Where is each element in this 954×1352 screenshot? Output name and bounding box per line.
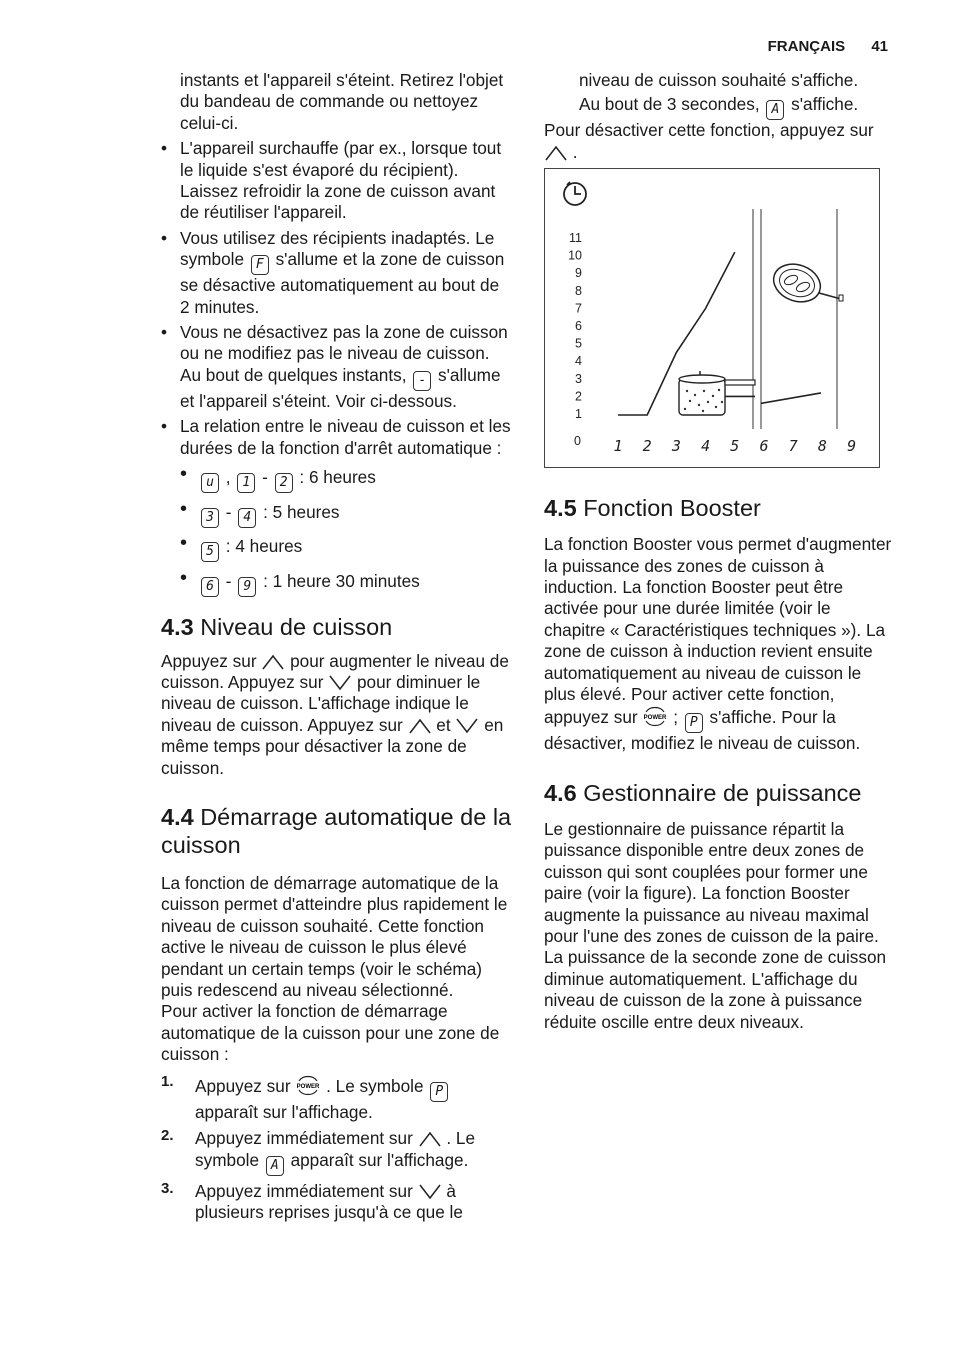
down-arrow-icon [455, 717, 479, 735]
list-item: • 3 - 4 : 5 heures [180, 502, 513, 528]
symbol-9: 9 [238, 577, 256, 597]
intro-continuation: instants et l'appareil s'éteint. Retirez l'objet du bandeau de commande ou nettoyez celui-ci. [180, 70, 504, 133]
power-icon [642, 705, 668, 727]
list-item [161, 1128, 513, 1175]
section-title: Niveau de cuisson [200, 613, 393, 640]
y-tick-label: 11 [569, 231, 582, 246]
text: Appuyez immédiatement sur [195, 1128, 413, 1149]
section-number: 4.5 [544, 495, 577, 522]
x-tick-label: 5 [730, 437, 740, 456]
text: apparaît sur l'affichage. [290, 1149, 469, 1170]
section-title: Gestionnaire de puissance [583, 779, 862, 806]
y-tick-label: 2 [575, 389, 582, 404]
symbol-f: F [251, 255, 269, 275]
symbol-p: P [685, 713, 703, 733]
section-4-4-text: La fonction de démarrage automatique de la cuisson permet d'atteindre plus rapidement le niveau de cuisson souhaité. Cette fonction active le niveau de cuisson le plus élevé pendant un certain temps (voir le schéma) puis redescend au niveau sélectionné. [161, 873, 508, 1001]
text: en même temps pour désactiver la zone de cuisson. [161, 714, 504, 778]
text: et [436, 714, 451, 735]
list-item [161, 322, 513, 412]
text: ; [673, 707, 678, 728]
continuation-text [544, 120, 892, 163]
text: s'affiche. Pour la désactiver, modifiez le niveau de cuisson. [544, 707, 861, 754]
list-item [161, 228, 513, 318]
symbol-a: A [766, 100, 784, 120]
section-4-6-heading [544, 779, 892, 807]
x-axis-ticks [613, 437, 856, 455]
text: Appuyez sur [161, 650, 257, 671]
bullet-text: La relation entre le niveau de cuisson et les durées de la fonction d'arrêt automatique : [180, 416, 511, 458]
y-tick-label: 9 [575, 266, 582, 281]
causes-list [161, 138, 513, 459]
up-arrow-icon [544, 144, 568, 162]
power-icon [295, 1074, 321, 1096]
symbol-u: u [201, 473, 219, 493]
text: niveau de cuisson souhaité s'affiche. [579, 70, 859, 90]
x-tick-label: 2 [642, 437, 652, 456]
step-number: 3. [161, 1179, 174, 1197]
y-tick-label: 10 [568, 248, 582, 263]
y-tick-label: 5 [575, 336, 582, 351]
text: Appuyez immédiatement sur [195, 1180, 413, 1201]
list-item [180, 536, 513, 562]
up-arrow-icon [408, 717, 432, 735]
up-arrow-icon [261, 653, 285, 671]
duration-text: : 5 heures [263, 501, 340, 522]
text: La fonction Booster vous permet d'augmenter la puissance des zones de cuisson à induction. La fonction Booster peut être activée pour une durée limitée (voir le chapitre « Caractéristiques techniques »). La zone de cuisson à induction revient ensuite automatiquement au niveau de cuisson le plus élevé. Pour activer cette fonction, appuyez sur [544, 534, 892, 728]
auto-heatup-chart [545, 169, 879, 467]
y-axis-ticks [568, 231, 582, 448]
symbol-3: 3 [201, 508, 219, 528]
header-language: FRANÇAIS [767, 38, 846, 55]
section-number: 4.6 [544, 779, 577, 806]
bullet-text: Vous utilisez des récipients inadaptés. Le symbole [180, 227, 495, 270]
list-item: • 6 - 9 : 1 heure 30 minutes [180, 571, 513, 597]
symbol-a: A [266, 1156, 284, 1176]
x-tick-label: 1 [613, 437, 623, 456]
x-tick-label: 3 [671, 437, 681, 456]
bullet-text: s'allume et l'appareil s'éteint. Voir ci-dessous. [180, 364, 501, 411]
pot-icon [679, 371, 755, 415]
page-number: 41 [871, 38, 888, 55]
section-4-5-text [544, 534, 892, 755]
bullet-text: Vous ne désactivez pas la zone de cuisson ou ne modifiez pas le niveau de cuisson. Au bout de quelques instants, [180, 322, 508, 385]
x-tick-label: 6 [759, 437, 769, 456]
duration-text: : 6 heures [299, 467, 376, 488]
step-number: 2. [161, 1127, 174, 1145]
text: pour diminuer le niveau de cuisson. L'affichage indique le niveau de cuisson. Appuyez sur [161, 672, 481, 735]
section-title: Fonction Booster [583, 495, 761, 522]
symbol-p: P [430, 1082, 448, 1102]
section-4-4-text-2: Pour activer la fonction de démarrage automatique de la cuisson pour une zone de cuisson : [161, 1001, 500, 1065]
section-4-3-heading [161, 613, 513, 641]
continuation-text [544, 94, 892, 120]
down-arrow-icon [328, 674, 352, 692]
y-tick-label: 0 [574, 434, 581, 449]
x-tick-label: 8 [817, 437, 827, 456]
list-item: • u , 1 - 2 : 6 heures [180, 467, 513, 493]
symbol-5: 5 [201, 542, 219, 562]
text: pour augmenter le niveau de cuisson. Appuyez sur [161, 650, 509, 692]
right-column [544, 70, 892, 1033]
list-item [161, 416, 513, 459]
y-tick-label: 7 [575, 301, 582, 316]
text: s'affiche. [791, 94, 859, 115]
page-header [768, 38, 888, 55]
bullet-text: L'appareil surchauffe (par ex., lorsque tout le liquide s'est évaporé du récipient). Laissez refroidir la zone de cuisson avant de réutiliser l'appareil. [180, 138, 502, 223]
symbol-1: 1 [237, 473, 255, 493]
y-tick-label: 1 [575, 407, 582, 422]
y-tick-label: 3 [575, 372, 582, 387]
symbol-6: 6 [201, 577, 219, 597]
symbol-4: 4 [238, 508, 256, 528]
down-arrow-icon [418, 1183, 442, 1201]
series-line [761, 393, 821, 404]
left-column [161, 70, 513, 1228]
text: à plusieurs reprises jusqu'à ce que le [195, 1180, 463, 1222]
text: . Le symbole [195, 1128, 476, 1170]
auto-heatup-figure [544, 168, 880, 468]
section-number: 4.4 [161, 804, 194, 831]
section-number: 4.3 [161, 613, 194, 640]
text: Au bout de 3 secondes, [579, 94, 760, 115]
x-tick-label: 4 [701, 437, 711, 456]
svg-text:POWER: POWER [644, 715, 667, 722]
duration-text: : 1 heure 30 minutes [263, 570, 420, 591]
x-tick-label: 9 [847, 437, 857, 456]
clock-icon [564, 182, 586, 205]
symbol-dash: - [413, 371, 431, 391]
section-4-4-heading [161, 803, 513, 859]
section-4-5-heading [544, 494, 892, 522]
x-tick-label: 7 [788, 437, 798, 456]
continuation-text [544, 70, 892, 91]
section-4-6-text: Le gestionnaire de puissance répartit la puissance disponible entre deux zones de cuisson qui sont couplées pour former une paire (voir la figure). La fonction Booster augmente la puissance au niveau maximal pour l'une des zones de cuisson de la paire. La puissance de la seconde zone de cuisson diminue automatiquement. L'affichage du niveau de cuisson de la zone à puissance réduite oscille entre deux niveaux. [544, 818, 887, 1032]
step-number: 1. [161, 1072, 174, 1090]
pan-icon [768, 258, 843, 308]
symbol-2: 2 [275, 473, 293, 493]
text: Appuyez sur [195, 1075, 291, 1096]
y-tick-label: 4 [575, 354, 582, 369]
bullet-text: s'allume et la zone de cuisson se désactive automatiquement au bout de 2 minutes. [180, 249, 505, 317]
steps-list [161, 1074, 513, 1224]
svg-text:POWER: POWER [296, 1083, 320, 1090]
duration-text: : 4 heures [225, 536, 303, 557]
list-item [161, 1074, 513, 1123]
y-tick-label: 8 [575, 284, 582, 299]
y-tick-label: 6 [575, 319, 582, 334]
text: Pour désactiver cette fonction, appuyez sur [544, 120, 874, 141]
text: . [572, 141, 578, 162]
list-item [161, 138, 513, 224]
list-item [161, 1181, 513, 1224]
text: . Le symbole [326, 1075, 424, 1096]
text: apparaît sur l'affichage. [195, 1101, 373, 1122]
up-arrow-icon [418, 1130, 442, 1148]
section-4-3-text [161, 651, 513, 779]
duration-list [180, 467, 513, 597]
section-title: Démarrage automatique de la cuisson [161, 804, 512, 859]
